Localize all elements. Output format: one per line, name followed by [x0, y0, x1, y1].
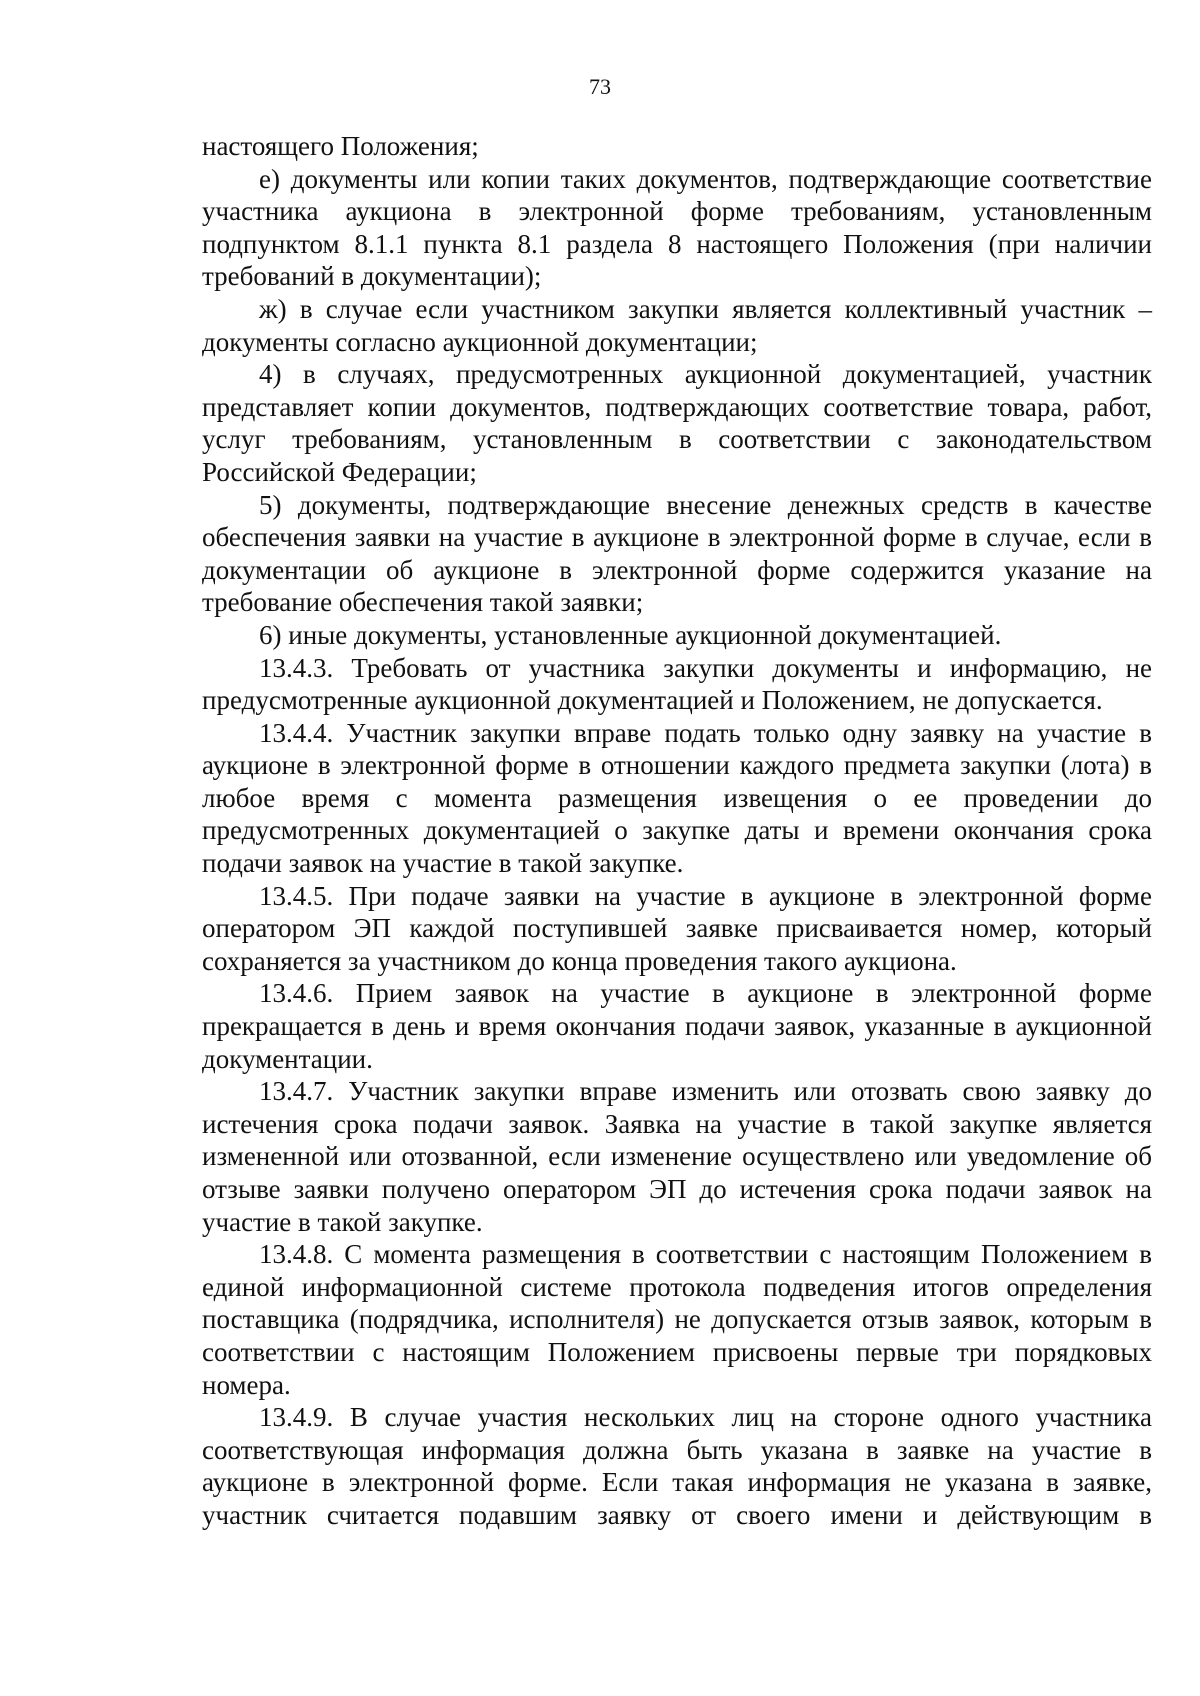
body-text: [202, 130, 1152, 1532]
paragraph-13-4-8: 13.4.8. С момента размещения в соответствии с настоящим Положением в единой информационной системе протокола подведения итогов определения поставщика (подрядчика, исполнителя) не допускается отзыв заявок, которым в соответствии с настоящим Положением присвоены первые три порядковых номера.: [202, 1239, 1152, 1400]
paragraph-item-5: 5) документы, подтверждающие внесение денежных средств в качестве обеспечения заявки на участие в аукционе в электронной форме в случае, если в документации об аукционе в электронной форме содержится указание на требование обеспечения такой заявки;: [202, 489, 1152, 618]
paragraph-13-4-5: 13.4.5. При подаче заявки на участие в аукционе в электронной форме оператором ЭП каждой поступившей заявке присваивается номер, который сохраняется за участником до конца проведения такого аукциона.: [202, 880, 1152, 976]
paragraph-13-4-4: 13.4.4. Участник закупки вправе подать только одну заявку на участие в аукционе в электронной форме в отношении каждого предмета закупки (лота) в любое время с момента размещения извещения о ее проведении до предусмотренных документацией о закупке даты и времени окончания срока подачи заявок на участие в такой закупке.: [202, 717, 1152, 879]
paragraph-13-4-9: 13.4.9. В случае участия нескольких лиц на стороне одного участника соответствующая информация должна быть указана в заявке на участие в аукционе в электронной форме. Если такая информация не указана в заявке, участник считается подавшим заявку от своего имени и действующим в: [202, 1402, 1152, 1530]
paragraph-item-zh: ж) в случае если участником закупки является коллективный участник – документы согласно аукционной документации;: [202, 293, 1152, 357]
paragraph-continuation: настоящего Положения;: [202, 131, 479, 161]
paragraph-13-4-3: 13.4.3. Требовать от участника закупки документы и информацию, не предусмотренные аукционной документацией и Положением, не допускается.: [202, 652, 1152, 716]
paragraph-13-4-7: 13.4.7. Участник закупки вправе изменить или отозвать свою заявку до истечения срока подачи заявок. Заявка на участие в такой закупке является измененной или отозванной, если изменение осуществлено или уведомление об отзыве заявки получено оператором ЭП до истечения срока подачи заявок на участие в такой закупке.: [202, 1076, 1152, 1237]
paragraph-13-4-6: 13.4.6. Прием заявок на участие в аукционе в электронной форме прекращается в день и время окончания подачи заявок, указанные в аукционной документации.: [202, 978, 1152, 1074]
page-number: 73: [589, 74, 611, 99]
paragraph-item-6: 6) иные документы, установленные аукционной документацией.: [259, 619, 1002, 650]
paragraph-item-e: е) документы или копии таких документов, подтверждающие соответствие участника аукциона в электронной форме требованиям, установленным подпунктом 8.1.1 пункта 8.1 раздела 8 настоящего Положения (при наличии требований в документации);: [202, 163, 1152, 292]
paragraph-item-4: 4) в случаях, предусмотренных аукционной документацией, участник представляет копии документов, подтверждающих соответствие товара, работ, услуг требованиям, установленным в соответствии с законодательством Российской Федерации;: [202, 359, 1152, 487]
